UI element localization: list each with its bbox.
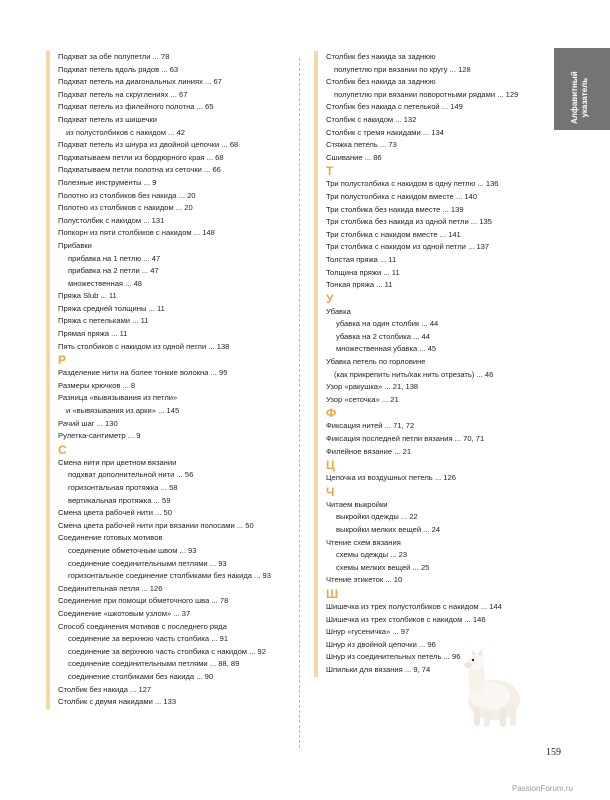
index-entry: Прямая пряжа ... 11 bbox=[58, 329, 128, 339]
index-entry: Узор «ракушка» ... 21, 138 bbox=[326, 382, 419, 392]
index-entry: Полустолбик с накидом ... 131 bbox=[58, 215, 165, 225]
index-entry: Рачий шаг ... 130 bbox=[58, 418, 118, 428]
index-entry: Три столбика без накида из одной петли ... 135 bbox=[326, 217, 492, 227]
index-entry: Подхват за обе полупетли ... 78 bbox=[58, 52, 170, 61]
index-entry: Смена цвета рабочей нити ... 50 bbox=[58, 508, 172, 518]
index-entry: Пряжа Slub ... 11 bbox=[58, 291, 117, 301]
index-entry: Пряжа с петельками ... 11 bbox=[58, 316, 149, 326]
index-entry: Сшивание ... 86 bbox=[326, 152, 382, 162]
index-entry: Три столбика с накидом вместе ... 141 bbox=[326, 229, 461, 239]
index-letter-heading: Р bbox=[58, 353, 67, 368]
index-entry: Три столбика без накида вместе ... 139 bbox=[326, 204, 464, 214]
index-entry: Соединение готовых мотивов bbox=[58, 533, 163, 543]
index-entry: Полотно из столбиков без накида ... 20 bbox=[58, 190, 196, 200]
index-entry: Цепочка из воздушных петель ... 126 bbox=[326, 473, 456, 483]
index-entry: множественная ... 48 bbox=[68, 278, 143, 288]
index-entry: Шишечка из трех полустолбиков с накидом ... 144 bbox=[326, 601, 502, 611]
index-entry: Читаем выкройки bbox=[326, 499, 388, 509]
index-entry: подхват дополнительной нити ... 56 bbox=[68, 470, 194, 480]
index-entry: Шнур из соединительных петель ... 96 bbox=[326, 652, 461, 662]
index-entry: соединение за верхнюю часть столбика ... 91 bbox=[68, 634, 229, 644]
index-entry: Полотно из столбиков с накидом ... 20 bbox=[58, 203, 193, 213]
index-entry: соединение соединительными петлями ... 93 bbox=[68, 558, 227, 568]
index-entry: Чтение этикеток ... 10 bbox=[326, 575, 403, 585]
index-entry: Шпильки для вязания ... 9, 74 bbox=[326, 664, 431, 674]
index-entry: соединение соединительными петлями ... 88, 89 bbox=[68, 659, 240, 669]
index-entry: Рулетка-сантиметр ... 9 bbox=[58, 431, 141, 441]
section-tab-label: Алфавитный указатель bbox=[570, 71, 589, 124]
index-letter-heading: С bbox=[58, 442, 67, 457]
index-entry: Узор «сеточка» ... 21 bbox=[326, 394, 399, 404]
index-column-left bbox=[46, 51, 298, 709]
index-entry: Размеры крючков ... 8 bbox=[58, 380, 136, 390]
index-letter-heading: У bbox=[326, 291, 334, 306]
index-entry: Три столбика с накидом из одной петли ... 137 bbox=[326, 242, 490, 252]
index-entry: Столбик с двумя накидами ... 133 bbox=[58, 697, 177, 707]
index-entry: полупетлю при вязании поворотными рядами ... 129 bbox=[334, 89, 519, 99]
index-entry: Полезные инструменты ... 9 bbox=[58, 177, 157, 187]
index-entry: Подхват петель на диагональных линиях ... 67 bbox=[58, 77, 222, 87]
index-entry: прибавка на 1 петлю ... 47 bbox=[68, 253, 161, 263]
index-entry: Убавка петель по горловине bbox=[326, 357, 426, 367]
index-entry: прибавка на 2 петли ... 47 bbox=[68, 266, 159, 276]
index-entry: вертикальная протяжка ... 59 bbox=[68, 495, 171, 505]
index-entry: Подхват петель вдоль рядов ... 63 bbox=[58, 64, 179, 74]
index-entry: Разделение нити на более тонкие волокна ... 95 bbox=[58, 368, 228, 378]
index-entry: Фиксация нитей ... 71, 72 bbox=[326, 421, 415, 431]
index-entry: из полустолбиков с накидом ... 42 bbox=[66, 127, 185, 137]
index-entry: горизонтальное соединение столбиками без накида ... 93 bbox=[68, 571, 271, 581]
page-number: 159 bbox=[546, 747, 561, 758]
watermark: PassionForum.ru bbox=[512, 784, 573, 793]
index-entry: Три полустолбика с накидом вместе ... 140 bbox=[326, 191, 478, 201]
alpaca-toy-image bbox=[456, 648, 528, 730]
index-entry: схемы мелких вещей ... 25 bbox=[336, 562, 430, 572]
index-entry: Столбик без накида за заднюю bbox=[326, 52, 436, 61]
index-entry: Подхват петель из шнура из двойной цепочки ... 68 bbox=[58, 140, 239, 150]
index-entry: соединение столбиками без накида ... 90 bbox=[68, 671, 214, 681]
index-entry: (как прикрепить нить/как нить отрезать) ... 46 bbox=[334, 369, 494, 379]
index-entry: Разница «вывязывания из петли» bbox=[58, 393, 178, 403]
index-entry: Столбик без накида за заднюю bbox=[326, 77, 436, 87]
index-entry: Фиксация последней петли вязания ... 70, 71 bbox=[326, 434, 485, 444]
index-entry: схемы одежды ... 23 bbox=[336, 550, 408, 560]
index-entry: Чтение схем вязания bbox=[326, 537, 401, 547]
index-entry: Смена цвета рабочей нити при вязании полосами ... 50 bbox=[58, 520, 254, 530]
index-entry: выкройки мелких вещей ... 24 bbox=[336, 525, 441, 534]
index-entry: Столбик без накида с петелькой ... 149 bbox=[326, 102, 463, 112]
index-letter-heading: Ф bbox=[326, 406, 337, 421]
index-entry: Прибавки bbox=[58, 240, 92, 250]
index-entry: выкройки одежды ... 22 bbox=[336, 512, 418, 522]
index-letter-heading: Т bbox=[326, 164, 334, 179]
index-letter-heading: Ч bbox=[326, 484, 335, 499]
index-entry: горизонтальная протяжка ... 58 bbox=[68, 483, 178, 492]
index-entry: Убавка bbox=[326, 306, 351, 316]
index-entry: и «вывязывания из арки» ... 145 bbox=[66, 406, 180, 416]
column-separator bbox=[299, 58, 300, 748]
index-column-right bbox=[314, 51, 536, 677]
index-entry: Толщина пряжи ... 11 bbox=[326, 267, 400, 277]
index-entry: Подхват петель из филейного полотна ... 65 bbox=[58, 102, 214, 112]
index-entry: Подхватываем петли полотна из сеточки ... 66 bbox=[58, 165, 221, 175]
index-entry: соединение за верхнюю часть столбика с накидом ... 92 bbox=[68, 646, 267, 656]
index-letter-heading: Ш bbox=[326, 586, 339, 601]
index-entry: Тонкая пряжа ... 11 bbox=[326, 280, 393, 290]
index-entry: Попкорн из пяти столбиков с накидом ... 148 bbox=[58, 228, 215, 238]
index-entry: Подхватываем петли из бордюрного края ... 68 bbox=[58, 152, 224, 162]
index-entry: Шнур «гусеничка» ... 97 bbox=[326, 627, 410, 637]
index-entry: Соединение «шкотовым узлом» ... 37 bbox=[58, 608, 191, 618]
index-entry: убавка на один столбик ... 44 bbox=[336, 319, 439, 329]
index-entry: Столбик с тремя накидами ... 134 bbox=[326, 127, 444, 137]
index-entry: Стяжка петель ... 73 bbox=[326, 140, 397, 150]
index-letter-heading: Ц bbox=[326, 458, 335, 473]
index-entry: Шнур из двойной цепочки ... 96 bbox=[326, 639, 436, 649]
index-entry: Пряжа средней толщины ... 11 bbox=[58, 303, 165, 313]
index-entry: Три полустолбика с накидом в одну петлю ... 136 bbox=[326, 179, 499, 189]
index-entry: Подхват петель из шишечки bbox=[58, 114, 158, 124]
index-entry: Смена нити при цветном вязании bbox=[58, 457, 177, 467]
index-entry: Соединение при помощи обметочного шва ... 78 bbox=[58, 596, 229, 606]
index-entry: Способ соединения мотивов с последнего ряда bbox=[58, 621, 227, 631]
index-entry: соединение обметочным швом ... 93 bbox=[68, 545, 197, 555]
index-entry: Толстая пряжа ... 11 bbox=[326, 254, 397, 264]
index-entry: полупетлю при вязании по кругу ... 128 bbox=[334, 64, 471, 74]
index-entry: Подхват петель на скруглениях ... 67 bbox=[58, 89, 188, 99]
index-entry: Соединительная петля ... 126 bbox=[58, 583, 163, 593]
index-entry: Столбик с накидом ... 132 bbox=[326, 114, 417, 124]
index-entry: Пять столбиков с накидом из одной петли ... 138 bbox=[58, 341, 230, 351]
index-entry: Столбик без накида ... 127 bbox=[58, 684, 152, 694]
index-entry: Шишечка из трех столбиков с накидом ... 146 bbox=[326, 614, 486, 624]
index-entry: убавка на 2 столбика ... 44 bbox=[336, 331, 430, 341]
index-entry: множественная убавка ... 45 bbox=[336, 344, 437, 354]
index-entry: Филейное вязание ... 21 bbox=[326, 446, 412, 456]
